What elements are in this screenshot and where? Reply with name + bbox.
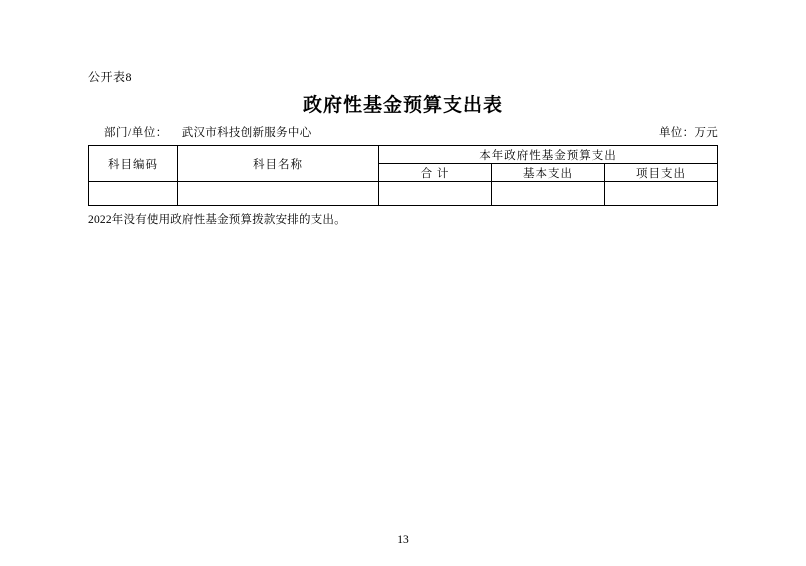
table-header-row-1 bbox=[89, 146, 718, 164]
meta-row bbox=[88, 124, 718, 140]
department-label: 部门/单位： bbox=[104, 127, 168, 139]
cell-total bbox=[379, 182, 492, 206]
header-project-expenditure: 项目支出 bbox=[605, 164, 718, 182]
unit-label: 单位：万元 bbox=[659, 127, 718, 139]
page-title: 政府性基金预算支出表 bbox=[302, 95, 503, 116]
table-note: 2022年没有使用政府性基金预算拨款安排的支出。 bbox=[88, 214, 346, 226]
page-number: 13 bbox=[397, 534, 409, 546]
cell-subject-name bbox=[178, 182, 379, 206]
header-total: 合 计 bbox=[379, 164, 492, 182]
cell-subject-code bbox=[89, 182, 178, 206]
header-basic-expenditure: 基本支出 bbox=[492, 164, 605, 182]
table-row bbox=[89, 182, 718, 206]
budget-table bbox=[88, 145, 718, 206]
header-subject-name: 科目名称 bbox=[178, 146, 379, 182]
cell-project-expenditure bbox=[605, 182, 718, 206]
form-label: 公开表8 bbox=[88, 70, 133, 84]
header-subject-code: 科目编码 bbox=[89, 146, 178, 182]
header-budget-expenditure-group: 本年政府性基金预算支出 bbox=[379, 146, 718, 164]
department-value: 武汉市科技创新服务中心 bbox=[181, 127, 312, 139]
cell-basic-expenditure bbox=[492, 182, 605, 206]
department-info bbox=[104, 124, 312, 140]
